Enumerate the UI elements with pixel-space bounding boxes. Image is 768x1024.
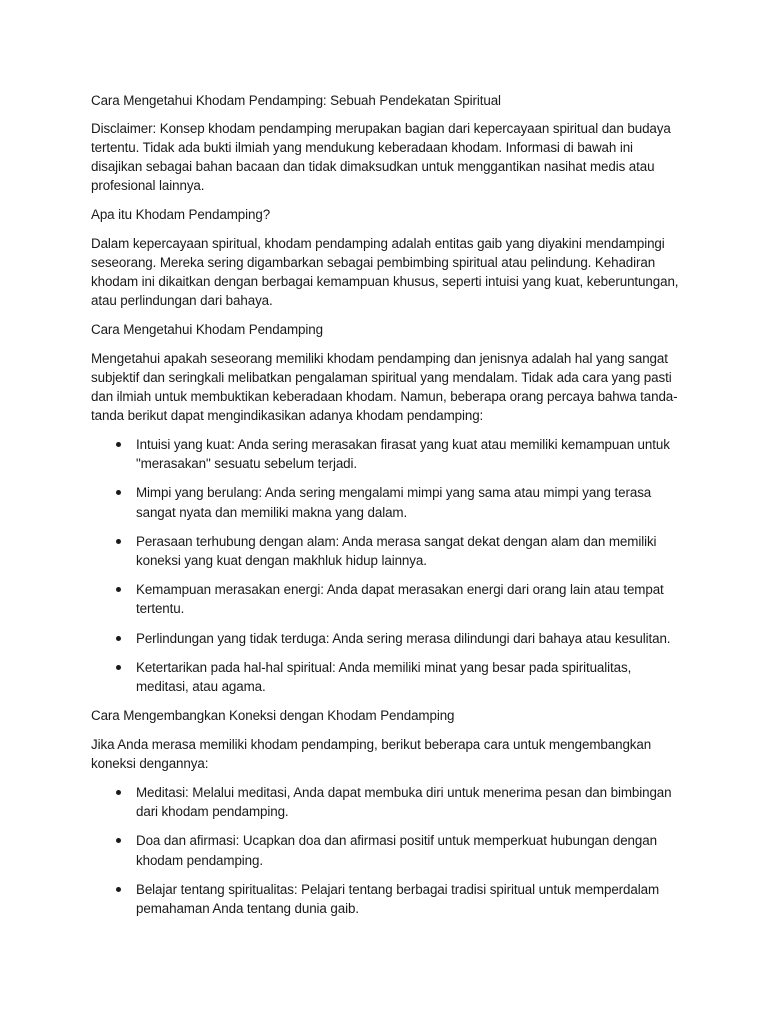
section-paragraph-what-is: Dalam kepercayaan spiritual, khodam pendamping adalah entitas gaib yang diyakini mendampingi seseorang. Mereka sering digambarkan sebagai pembimbing spiritual atau pelindung. Kehadiran khodam ini dikaitkan dengan berbagai kemampuan khusus, seperti intuisi yang kuat, keberuntungan, atau perlindungan dari bahaya.: [91, 235, 679, 309]
ways-list: [91, 783, 681, 918]
list-item: [91, 532, 681, 570]
list-item: [91, 483, 681, 521]
bullet-icon: [116, 442, 121, 447]
list-item-text: Perasaan terhubung dengan alam: Anda merasa sangat dekat dengan alam dan memiliki koneksi yang kuat dengan makhluk hidup lainnya.: [136, 533, 657, 569]
section-heading-how-to-know: Cara Mengetahui Khodam Pendamping: [91, 322, 323, 338]
signs-list: [91, 435, 681, 696]
list-item: [91, 629, 681, 648]
document-body: [91, 91, 681, 928]
list-item: [91, 580, 681, 618]
bullet-icon: [116, 838, 121, 843]
list-item-text: Ketertarikan pada hal-hal spiritual: Anda memiliki minat yang besar pada spiritualitas, meditasi, atau agama.: [136, 659, 632, 695]
bullet-icon: [116, 665, 121, 670]
list-item-text: Intuisi yang kuat: Anda sering merasakan firasat yang kuat atau memiliki kemampuan untuk "merasakan" sesuatu sebelum terjadi.: [136, 437, 670, 472]
bullet-icon: [116, 887, 121, 892]
list-item-text: Belajar tentang spiritualitas: Pelajari tentang berbagai tradisi spiritual untuk memperdalam pemahaman Anda tentang dunia gaib.: [136, 881, 659, 916]
list-item-text: Mimpi yang berulang: Anda sering mengalami mimpi yang sama atau mimpi yang terasa sangat nyata dan memiliki makna yang dalam.: [136, 485, 652, 520]
section-paragraph-develop-connection: Jika Anda merasa memiliki khodam pendamping, berikut beberapa cara untuk mengembangkan koneksi dengannya:: [91, 736, 652, 772]
list-item-text: Doa dan afirmasi: Ucapkan doa dan afirmasi positif untuk memperkuat hubungan dengan khodam pendamping.: [136, 833, 657, 868]
section-heading-develop-connection: Cara Mengembangkan Koneksi dengan Khodam Pendamping: [91, 708, 455, 724]
list-item-text: Kemampuan merasakan energi: Anda dapat merasakan energi dari orang lain atau tempat tertentu.: [136, 582, 664, 617]
bullet-icon: [116, 539, 121, 544]
list-item-text: Meditasi: Melalui meditasi, Anda dapat membuka diri untuk menerima pesan dan bimbingan dari khodam pendamping.: [136, 784, 672, 820]
bullet-icon: [116, 790, 121, 795]
list-item-text: Perlindungan yang tidak terduga: Anda sering merasa dilindungi dari bahaya atau kesulitan.: [136, 630, 671, 646]
bullet-icon: [116, 490, 121, 495]
list-item: [91, 658, 681, 696]
disclaimer-paragraph: Disclaimer: Konsep khodam pendamping merupakan bagian dari kepercayaan spiritual dan budaya tertentu. Tidak ada bukti ilmiah yang mendukung keberadaan khodam. Informasi di bawah ini disajikan sebagai bahan bacaan dan tidak dimaksudkan untuk menggantikan nasihat medis atau profesional lainnya.: [91, 120, 671, 194]
list-item: [91, 783, 681, 821]
document-title: Cara Mengetahui Khodam Pendamping: Sebuah Pendekatan Spiritual: [91, 93, 501, 108]
list-item: [91, 831, 681, 869]
list-item: [91, 435, 681, 473]
bullet-icon: [116, 636, 121, 641]
section-heading-what-is: Apa itu Khodam Pendamping?: [91, 207, 271, 223]
list-item: [91, 880, 681, 918]
bullet-icon: [116, 587, 121, 592]
section-paragraph-how-to-know: Mengetahui apakah seseorang memiliki khodam pendamping dan jenisnya adalah hal yang sangat subjektif dan seringkali melibatkan pengalaman spiritual yang mendalam. Tidak ada cara yang pasti dan ilmiah untuk membuktikan keberadaan khodam. Namun, beberapa orang percaya bahwa tanda-tanda berikut dapat mengindikasikan adanya khodam pendamping:: [91, 350, 678, 424]
